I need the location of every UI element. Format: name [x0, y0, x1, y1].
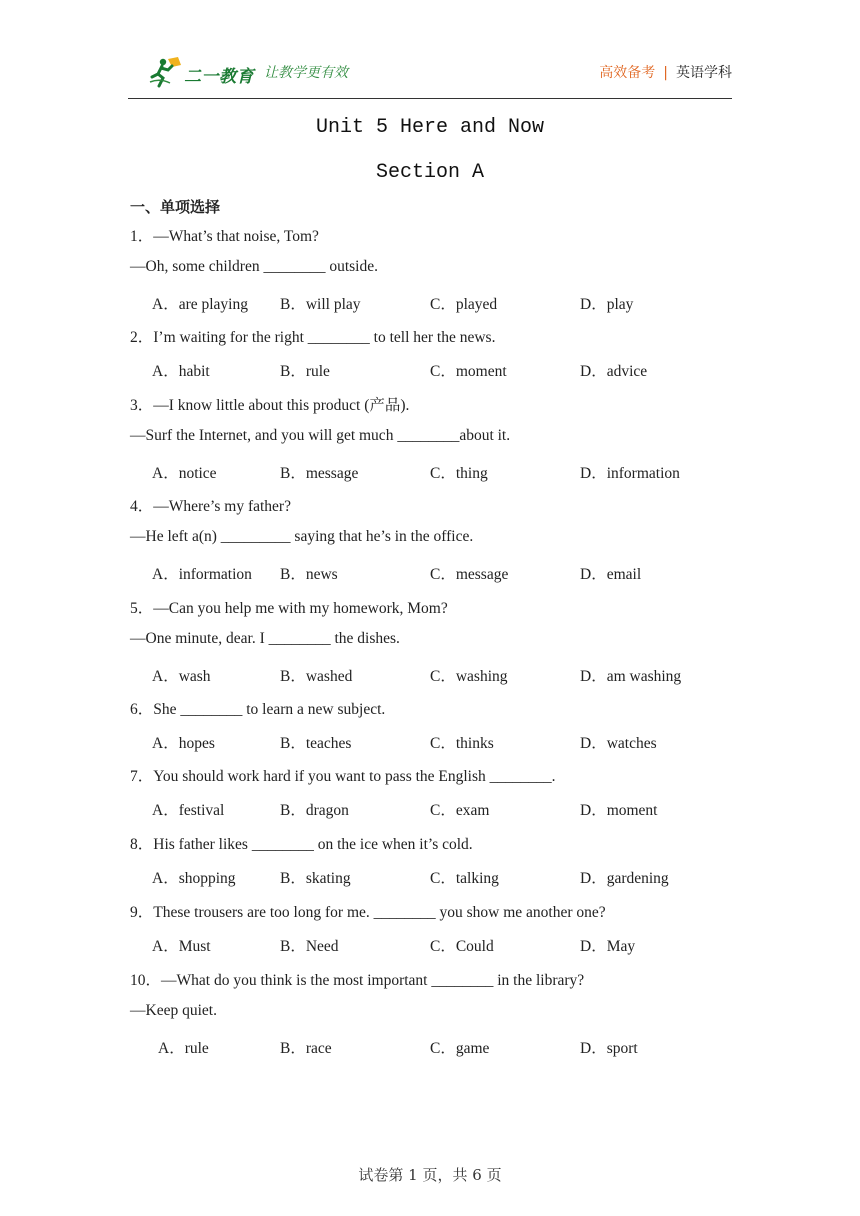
section-heading: 一、单项选择 — [130, 198, 221, 216]
answer-option-a: A．hopes — [152, 735, 215, 752]
answer-option-b: B．news — [280, 566, 338, 583]
question-dialogue-line: —Surf the Internet, and you will get much ________about it. — [130, 427, 511, 444]
answer-option-b: B．will play — [280, 296, 361, 313]
answer-option-b: B．teaches — [280, 735, 352, 752]
answer-option-d: D．sport — [580, 1040, 638, 1057]
answer-option-a: A．wash — [152, 668, 211, 685]
answer-option-a: A．habit — [152, 363, 210, 380]
answer-option-d: D．May — [580, 938, 636, 955]
question-stem: 5．—Can you help me with my homework, Mom? — [130, 600, 448, 617]
question-stem: 6．She ________ to learn a new subject. — [130, 701, 386, 718]
section-title: Section A — [375, 161, 485, 184]
answer-option-b: B．Need — [280, 938, 339, 955]
answer-option-b: B．skating — [280, 870, 351, 887]
answer-option-b: B．rule — [280, 363, 330, 380]
header-tags — [599, 62, 732, 82]
answer-option-a: A．information — [152, 566, 252, 583]
answer-option-d: D．am washing — [580, 668, 682, 685]
question-dialogue-line: —Oh, some children ________ outside. — [130, 258, 378, 275]
answer-option-c: C．message — [430, 566, 509, 583]
answer-option-b: B．dragon — [280, 802, 349, 819]
answer-option-c: C．talking — [430, 870, 499, 887]
answer-option-d: D．moment — [580, 802, 658, 819]
question-stem: 8．His father likes ________ on the ice when it’s cold. — [130, 836, 473, 853]
header-tag-prep: 高效备考 — [599, 65, 656, 81]
answer-option-c: C．thinks — [430, 735, 494, 752]
question-stem: 10．—What do you think is the most important ________ in the library? — [130, 972, 585, 989]
question-dialogue-line: —One minute, dear. I ________ the dishes. — [130, 630, 400, 647]
answer-option-d: D．information — [580, 465, 680, 482]
page-footer: 试卷第 1 页，共 6 页 — [358, 1166, 502, 1184]
answer-option-a: A．festival — [152, 802, 225, 819]
answer-option-b: B．message — [280, 465, 359, 482]
question-stem: 2．I’m waiting for the right ________ to tell her the news. — [130, 329, 496, 346]
page-header — [128, 54, 732, 99]
logo-text: 二一教育 — [184, 67, 254, 87]
answer-option-a: A．Must — [152, 938, 211, 955]
slogan: 让教学更有效 — [264, 65, 348, 81]
question-stem: 3．—I know little about this product (产品). — [130, 397, 410, 414]
answer-option-c: C．game — [430, 1040, 490, 1057]
question-stem: 9．These trousers are too long for me. ________ you show me another one? — [130, 904, 606, 921]
answer-option-c: C．washing — [430, 668, 508, 685]
runner-logo-icon — [148, 56, 182, 88]
page-title: Unit 5 Here and Now — [315, 116, 545, 139]
answer-option-d: D．watches — [580, 735, 657, 752]
answer-option-d: D．advice — [580, 363, 648, 380]
question-stem: 7．You should work hard if you want to pass the English ________. — [130, 768, 556, 785]
header-tag-subject: 英语学科 — [676, 65, 732, 81]
answer-option-c: C．played — [430, 296, 498, 313]
answer-option-a: A．are playing — [152, 296, 248, 313]
answer-option-c: C．Could — [430, 938, 494, 955]
question-dialogue-line: —He left a(n) _________ saying that he’s in the office. — [130, 528, 474, 545]
answer-option-a: A．shopping — [152, 870, 236, 887]
answer-option-d: D．email — [580, 566, 642, 583]
answer-option-b: B．washed — [280, 668, 353, 685]
question-dialogue-line: —Keep quiet. — [130, 1002, 217, 1019]
question-stem: 4．—Where’s my father? — [130, 498, 291, 515]
answer-option-a: A．rule — [158, 1040, 209, 1057]
answer-option-a: A．notice — [152, 465, 217, 482]
answer-option-c: C．moment — [430, 363, 507, 380]
answer-option-b: B．race — [280, 1040, 332, 1057]
answer-option-c: C．exam — [430, 802, 490, 819]
header-separator: | — [663, 65, 668, 81]
answer-option-d: D．play — [580, 296, 634, 313]
answer-option-d: D．gardening — [580, 870, 669, 887]
answer-option-c: C．thing — [430, 465, 488, 482]
question-stem: 1．—What’s that noise, Tom? — [130, 228, 319, 245]
